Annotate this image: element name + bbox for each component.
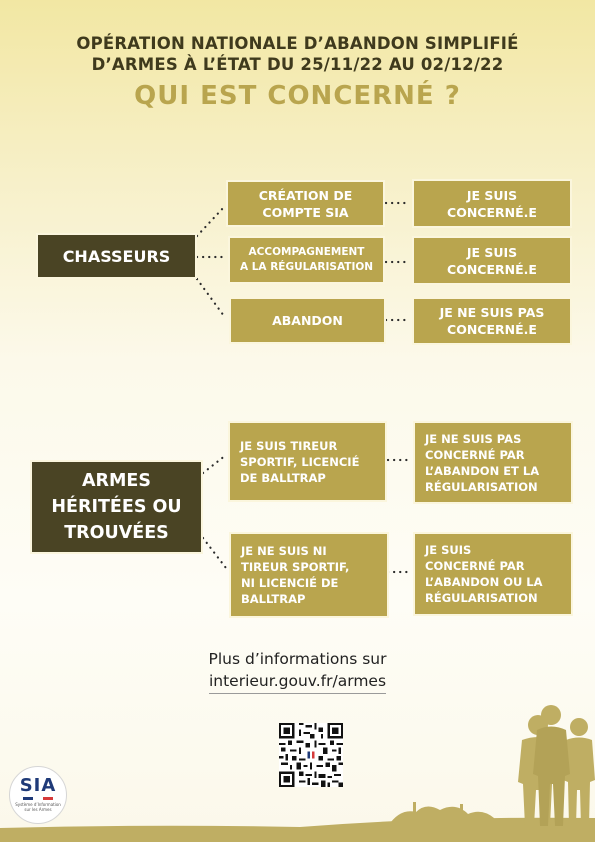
connector-chasseurs-creation	[197, 207, 224, 236]
landscape-silhouette-icon	[388, 802, 494, 827]
armes-answer-tireur-sportif: JE NE SUIS PAS CONCERNÉ PAR L’ABANDON ET LA RÉGULARISATION	[415, 423, 571, 502]
sia-logo-tricolor-bar	[23, 797, 53, 800]
armes-case-tireur-sportif: JE SUIS TIREUR SPORTIF, LICENCIÉ DE BALLTRAP	[230, 423, 385, 500]
title-line-2: D’ARMES À L’ÉTAT DU 25/11/22 AU 02/12/22	[91, 55, 504, 74]
armes-answer-non-tireur: JE SUIS CONCERNÉ PAR L’ABANDON OU LA RÉGULARISATION	[415, 534, 571, 614]
connector-chasseurs-abandon	[197, 279, 224, 316]
sia-logo	[9, 766, 67, 824]
connector-armes-non-tireur	[203, 538, 226, 568]
armes-heritees-label: ARMES HÉRITÉES OU TROUVÉES	[32, 462, 201, 552]
connector-armes-tireur	[203, 455, 226, 473]
chasseurs-answer-creation-compte: JE SUIS CONCERNÉ.E	[414, 181, 570, 226]
info-url-link[interactable]: interieur.gouv.fr/armes	[209, 672, 386, 694]
info-text: Plus d’informations sur	[208, 650, 387, 668]
info-url-wrapper	[0, 672, 595, 690]
sia-logo-text: SIA	[19, 775, 57, 796]
armes-case-non-tireur: JE NE SUIS NI TIREUR SPORTIF, NI LICENCIÉ DE BALLTRAP	[231, 534, 387, 616]
chasseurs-action-abandon: ABANDON	[231, 299, 384, 342]
chasseurs-answer-abandon: JE NE SUIS PAS CONCERNÉ.E	[414, 299, 570, 343]
sia-logo-subtitle: Système d’Information sur les Armes	[15, 802, 61, 812]
chasseurs-action-accompagnement: ACCOMPAGNEMENT A LA RÉGULARISATION	[230, 238, 383, 282]
chasseurs-answer-accompagnement: JE SUIS CONCERNÉ.E	[414, 238, 570, 283]
chasseurs-label: CHASSEURS	[38, 235, 195, 277]
chasseurs-action-creation-compte: CRÉATION DE COMPTE SIA	[228, 182, 383, 225]
title-line-1: OPÉRATION NATIONALE D’ABANDON SIMPLIFIÉ	[76, 34, 519, 53]
people-silhouette-icon	[0, 690, 595, 842]
question-heading: QUI EST CONCERNÉ ?	[134, 81, 461, 111]
